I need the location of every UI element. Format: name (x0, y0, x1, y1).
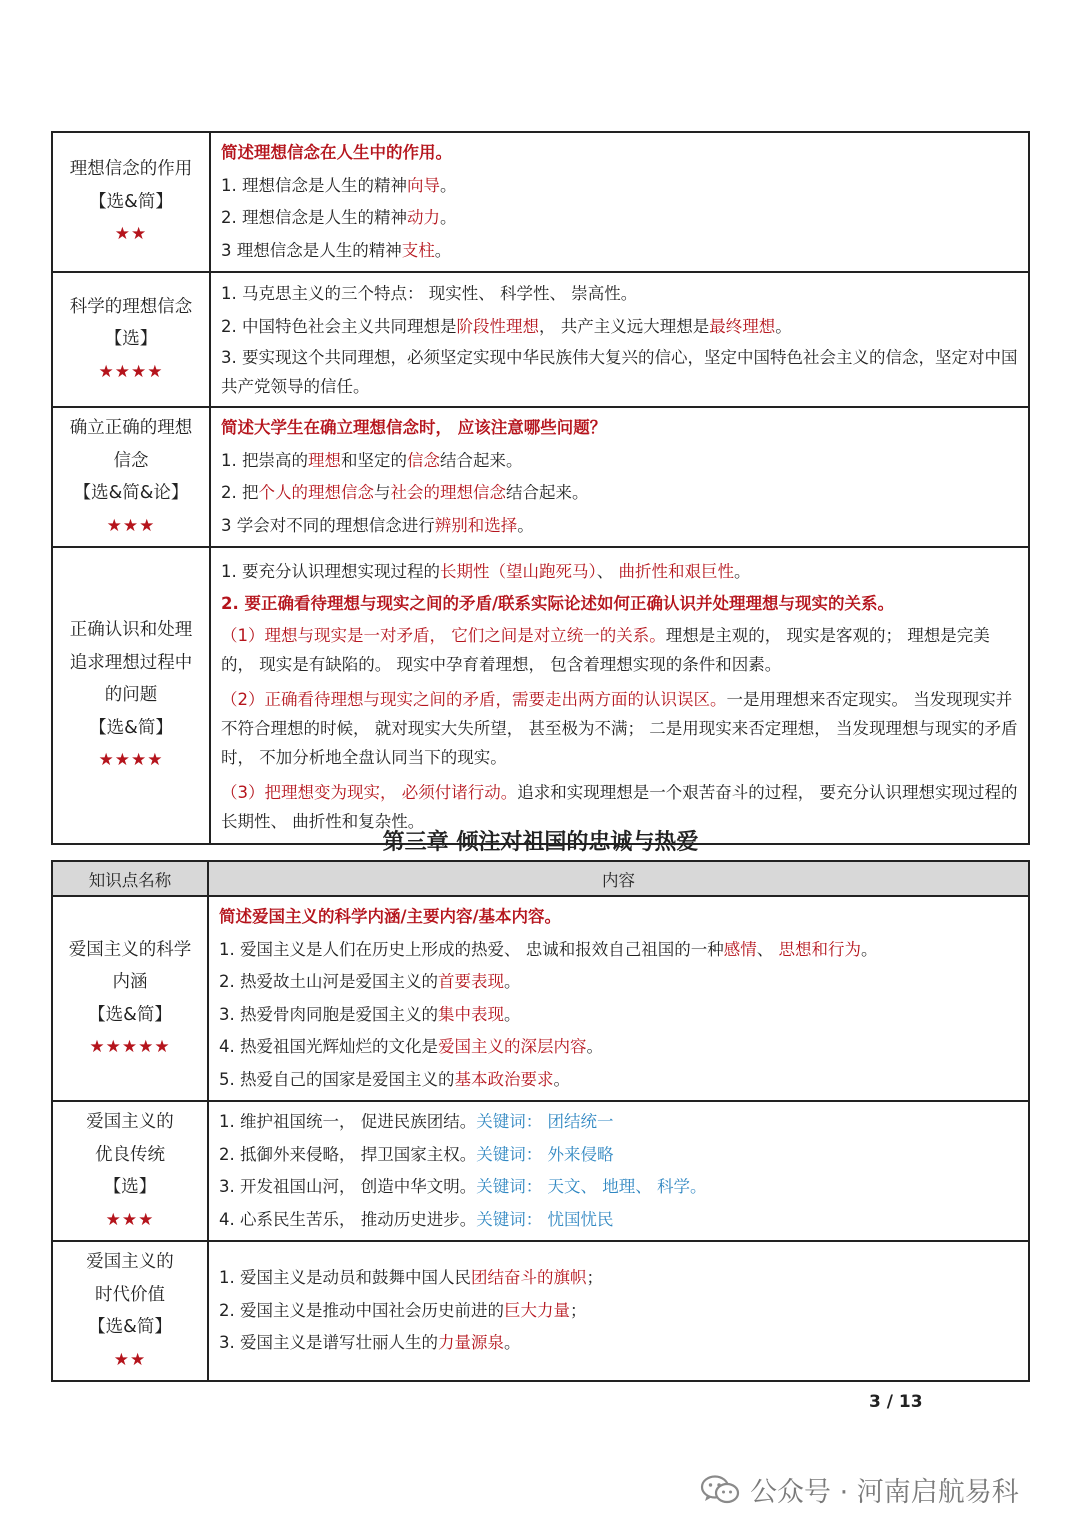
footer-text: 公众号 · 河南启航易科 (750, 1477, 1019, 1508)
topic-cell (52, 1101, 208, 1241)
knowledge-table-2 (51, 860, 1030, 1382)
paragraph: （3）把理想变为现实， 必须付诸行动。追求和实现理想是一个艰苦奋斗的过程， 要充分认识理想实现过程的长期性、 曲折性和复杂性。 (221, 782, 1018, 831)
list-item: 1. 马克思主义的三个特点： 现实性、 科学性、 崇高性。 (221, 284, 638, 303)
topic-cell (52, 272, 210, 407)
topic-cell (52, 132, 210, 272)
topic-name: 正确认识和处理 (69, 620, 193, 641)
list-item: 1. 爱国主义是动员和鼓舞中国人民团结奋斗的旗帜； (219, 1268, 603, 1288)
wechat-icon (700, 1474, 740, 1506)
star-rating: ★★ (113, 1349, 147, 1370)
topic-tag: 【选&简】 (89, 717, 173, 738)
column-header-name: 知识点名称 (52, 861, 208, 896)
content-cell (210, 272, 1029, 407)
star-rating: ★★★ (106, 515, 156, 536)
table-row (52, 1241, 1029, 1381)
question-heading: 简述大学生在确立理想信念时， 应该注意哪些问题？ (221, 418, 607, 437)
content-cell (208, 1101, 1029, 1241)
topic-name: 理想信念的作用 (69, 159, 193, 180)
table-row (52, 547, 1029, 844)
content-cell (210, 407, 1029, 547)
question-heading: 简述爱国主义的科学内涵/主要内容/基本内容。 (219, 907, 562, 926)
content-cell (210, 547, 1029, 844)
topic-tag: 【选】 (103, 1177, 157, 1197)
list-item: 1. 爱国主义是人们在历史上形成的热爱、 忠诚和报效自己祖国的一种感情、 思想和行为。 (219, 939, 878, 959)
list-item: 2. 热爱故土山河是爱国主义的首要表现。 (219, 972, 521, 991)
list-item: 2. 把个人的理想信念与社会的理想信念结合起来。 (221, 483, 589, 502)
topic-tag: 【选&简】 (88, 1317, 172, 1337)
topic-tag: 【选&简】 (88, 1004, 172, 1025)
column-header-content: 内容 (208, 861, 1029, 896)
star-rating: ★★★★★ (89, 1037, 171, 1057)
topic-cell (52, 407, 210, 547)
table-header-row (52, 861, 1029, 896)
topic-name: 优良传统 (95, 1144, 165, 1165)
star-rating: ★★ (114, 224, 148, 245)
footer-watermark (700, 1470, 1019, 1509)
list-item: 2. 抵御外来侵略， 捍卫国家主权。关键词： 外来侵略 (219, 1144, 614, 1164)
star-rating: ★★★★ (98, 750, 164, 771)
topic-name: 爱国主义的科学 (68, 939, 192, 960)
topic-tag: 【选&简&论】 (73, 483, 189, 503)
topic-name: 信念 (113, 450, 149, 471)
table-row (52, 272, 1029, 407)
content-cell (210, 132, 1029, 272)
list-item: 2. 中国特色社会主义共同理想是阶段性理想， 共产主义远大理想是最终理想。 (221, 316, 792, 336)
list-item: 2. 爱国主义是推动中国社会历史前进的巨大力量； (219, 1300, 587, 1320)
topic-name: 爱国主义的 (86, 1112, 174, 1132)
list-item: 1. 理想信念是人生的精神向导。 (221, 175, 457, 195)
topic-name: 的问题 (104, 685, 158, 706)
content-cell (208, 1241, 1029, 1381)
list-item: 1. 维护祖国统一， 促进民族团结。关键词： 团结统一 (219, 1112, 614, 1131)
topic-name: 爱国主义的 (86, 1252, 174, 1272)
topic-tag: 【选】 (104, 329, 158, 350)
table-row (52, 1101, 1029, 1241)
topic-cell (52, 547, 210, 844)
list-item: 3. 开发祖国山河， 创造中华文明。关键词： 天文、 地理、 科学。 (219, 1177, 707, 1196)
list-item: 5. 热爱自己的国家是爱国主义的基本政治要求。 (219, 1069, 570, 1089)
table-row (52, 896, 1029, 1101)
question-heading: 简述理想信念在人生中的作用。 (221, 143, 452, 162)
list-item: 2. 理想信念是人生的精神动力。 (221, 208, 457, 227)
paragraph: （2）正确看待理想与现实之间的矛盾，需要走出两方面的认识误区。一是用理想来否定现实。 当发现现实并不符合理想的时候， 就对现实大失所望， 甚至极为不满； 二是用现实来否定理想， 当发现理想与现实的矛盾时， 不加分析地全盘认同当下的现实。 (221, 689, 1018, 767)
list-item: 3. 要实现这个共同理想，必须坚定实现中华民族伟大复兴的信心，坚定中国特色社会主义的信念，坚定对中国共产党领导的信任。 (221, 348, 1018, 396)
topic-cell (52, 896, 208, 1101)
topic-name: 追求理想过程中 (69, 652, 193, 673)
list-item: 3. 热爱骨肉同胞是爱国主义的集中表现。 (219, 1004, 521, 1024)
topic-name: 科学的理想信念 (69, 296, 193, 317)
page-number: 3 / 13 (869, 1392, 923, 1412)
list-item: 4. 热爱祖国光辉灿烂的文化是爱国主义的深层内容。 (219, 1037, 603, 1056)
star-rating: ★★★ (105, 1209, 155, 1230)
star-rating: ★★★★ (98, 361, 164, 382)
list-item: 4. 心系民生苦乐， 推动历史进步。关键词： 忧国忧民 (219, 1209, 614, 1229)
content-cell (208, 896, 1029, 1101)
table-row (52, 132, 1029, 272)
list-item: 3. 爱国主义是谱写壮丽人生的力量源泉。 (219, 1333, 521, 1353)
list-item: 2. 要正确看待理想与现实之间的矛盾/联系实际论述如何正确认识并处理理想与现实的关系。 (221, 594, 895, 613)
list-item: 3 学会对不同的理想信念进行辨别和选择。 (221, 515, 534, 535)
knowledge-table-1 (51, 131, 1030, 845)
list-item: 3 理想信念是人生的精神支柱。 (221, 240, 452, 260)
table-row (52, 407, 1029, 547)
topic-name: 内涵 (112, 972, 148, 992)
chapter-title: 第三章 倾注对祖国的忠诚与热爱 (382, 830, 699, 855)
topic-name: 确立正确的理想 (69, 418, 193, 438)
topic-tag: 【选&简】 (89, 191, 173, 212)
list-item: 1. 要充分认识理想实现过程的长期性（望山跑死马）、 曲折性和艰巨性。 (221, 561, 751, 581)
topic-cell (52, 1241, 208, 1381)
paragraph: （1）理想与现实是一对矛盾， 它们之间是对立统一的关系。理想是主观的， 现实是客观的； 理想是完美的， 现实是有缺陷的。 现实中孕育着理想， 包含着理想实现的条件和因素。 (221, 625, 990, 674)
topic-name: 时代价值 (95, 1284, 165, 1305)
list-item: 1. 把崇高的理想和坚定的信念结合起来。 (221, 450, 523, 470)
